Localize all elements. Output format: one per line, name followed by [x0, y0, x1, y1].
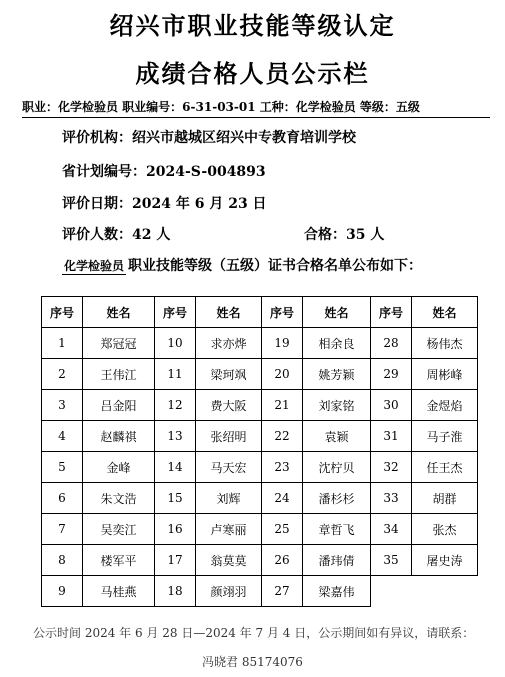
seq-cell: 21 [262, 390, 303, 421]
seq-cell: 29 [371, 359, 412, 390]
announcement-text: 职业技能等级（五级）证书合格名单公布如下： [128, 258, 423, 274]
table-row [42, 514, 478, 545]
seq-cell: 31 [371, 421, 412, 452]
table-row [42, 359, 478, 390]
seq-cell: 33 [371, 483, 412, 514]
name-cell: 马桂燕 [83, 576, 155, 607]
header-name: 姓名 [196, 297, 262, 328]
evaluation-organization: 评价机构：绍兴市越城区绍兴中专教育培训学校 [62, 130, 356, 146]
table-row [42, 452, 478, 483]
table-row [42, 576, 478, 607]
name-cell: 朱文浩 [83, 483, 155, 514]
name-cell: 金煜焰 [412, 390, 478, 421]
seq-cell: 11 [155, 359, 196, 390]
name-cell: 楼军平 [83, 545, 155, 576]
empty-cell [412, 576, 478, 607]
seq-cell: 9 [42, 576, 83, 607]
name-cell: 马天宏 [196, 452, 262, 483]
seq-cell: 3 [42, 390, 83, 421]
name-cell: 袁颖 [303, 421, 371, 452]
job-info-line: 职业：化学检验员 职业编号：6-31-03-01 工种：化学检验员 等级：五级 [22, 100, 420, 114]
seq-cell: 32 [371, 452, 412, 483]
seq-cell: 10 [155, 328, 196, 359]
name-cell: 杨伟杰 [412, 328, 478, 359]
seq-cell: 8 [42, 545, 83, 576]
name-cell: 章哲飞 [303, 514, 371, 545]
contact-info: 冯晓君 85174076 [202, 655, 303, 669]
pass-count: 合格：35 人 [304, 227, 385, 243]
seq-cell: 5 [42, 452, 83, 483]
name-cell: 胡群 [412, 483, 478, 514]
name-cell: 任王杰 [412, 452, 478, 483]
name-cell: 梁嘉伟 [303, 576, 371, 607]
name-cell: 潘玮倩 [303, 545, 371, 576]
name-cell: 相余良 [303, 328, 371, 359]
notice-period: 公示时间 2024 年 6 月 28 日—2024 年 7 月 4 日，公示期间如有异议，请联系： [33, 626, 475, 640]
name-cell: 马子淮 [412, 421, 478, 452]
job-info-underline [22, 117, 490, 118]
name-cell: 颜翊羽 [196, 576, 262, 607]
table-row [42, 421, 478, 452]
seq-cell: 34 [371, 514, 412, 545]
header-seq: 序号 [42, 297, 83, 328]
name-cell: 赵麟祺 [83, 421, 155, 452]
name-cell: 梁珂飒 [196, 359, 262, 390]
name-cell: 张绍明 [196, 421, 262, 452]
page-subtitle: 成绩合格人员公示栏 [135, 59, 370, 88]
seq-cell: 12 [155, 390, 196, 421]
header-name: 姓名 [83, 297, 155, 328]
name-cell: 张杰 [412, 514, 478, 545]
header-seq: 序号 [155, 297, 196, 328]
seq-cell: 22 [262, 421, 303, 452]
name-cell: 沈柠贝 [303, 452, 371, 483]
plan-number: 省计划编号：2024-S-004893 [62, 164, 266, 180]
name-cell: 姚芳颖 [303, 359, 371, 390]
table-row [42, 483, 478, 514]
seq-cell: 30 [371, 390, 412, 421]
seq-cell: 27 [262, 576, 303, 607]
seq-cell: 25 [262, 514, 303, 545]
header-seq: 序号 [371, 297, 412, 328]
name-cell: 吴奕江 [83, 514, 155, 545]
name-cell: 屠史涛 [412, 545, 478, 576]
seq-cell: 19 [262, 328, 303, 359]
seq-cell: 16 [155, 514, 196, 545]
seq-cell: 17 [155, 545, 196, 576]
header-name: 姓名 [412, 297, 478, 328]
name-cell: 刘辉 [196, 483, 262, 514]
evaluation-date: 评价日期：2024 年 6 月 23 日 [62, 196, 267, 212]
announcement-occupation: 化学检验员 [64, 259, 125, 273]
seq-cell: 35 [371, 545, 412, 576]
header-name: 姓名 [303, 297, 371, 328]
passed-roster-table [41, 296, 478, 607]
table-row [42, 328, 478, 359]
seq-cell: 28 [371, 328, 412, 359]
announcement-line [62, 255, 422, 275]
name-cell: 金峰 [83, 452, 155, 483]
seq-cell: 15 [155, 483, 196, 514]
seq-cell: 20 [262, 359, 303, 390]
table-header-row [42, 297, 478, 328]
seq-cell: 24 [262, 483, 303, 514]
seq-cell: 1 [42, 328, 83, 359]
name-cell: 卢寒丽 [196, 514, 262, 545]
header-seq: 序号 [262, 297, 303, 328]
seq-cell: 6 [42, 483, 83, 514]
seq-cell: 26 [262, 545, 303, 576]
name-cell: 吕金阳 [83, 390, 155, 421]
seq-cell: 2 [42, 359, 83, 390]
name-cell: 费大阪 [196, 390, 262, 421]
name-cell: 潘杉杉 [303, 483, 371, 514]
evaluation-count: 评价人数：42 人 [62, 227, 171, 243]
table-row [42, 545, 478, 576]
seq-cell: 23 [262, 452, 303, 483]
name-cell: 翁莫莫 [196, 545, 262, 576]
seq-cell: 14 [155, 452, 196, 483]
name-cell: 周彬峰 [412, 359, 478, 390]
empty-cell [371, 576, 412, 607]
seq-cell: 4 [42, 421, 83, 452]
table-row [42, 390, 478, 421]
name-cell: 刘家铭 [303, 390, 371, 421]
seq-cell: 18 [155, 576, 196, 607]
page-title: 绍兴市职业技能等级认定 [109, 11, 396, 40]
name-cell: 郑冠冠 [83, 328, 155, 359]
name-cell: 王伟江 [83, 359, 155, 390]
seq-cell: 13 [155, 421, 196, 452]
name-cell: 求亦烨 [196, 328, 262, 359]
seq-cell: 7 [42, 514, 83, 545]
